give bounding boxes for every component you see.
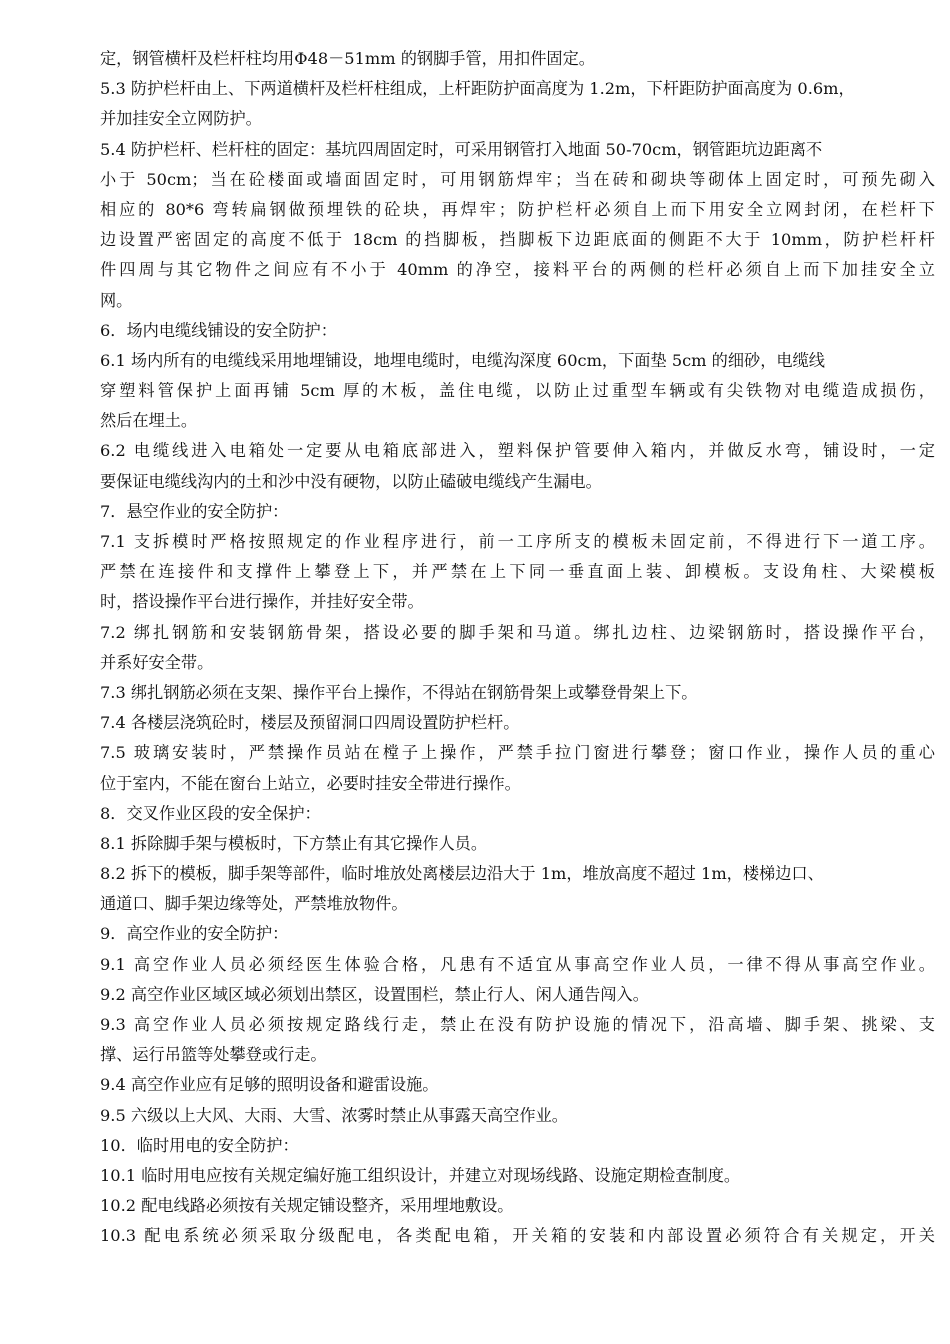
text-line: 10．临时用电的安全防护： — [100, 1135, 299, 1155]
text-line: 撑、运行吊篮等处攀登或行走。 — [100, 1045, 327, 1065]
text-line: 8．交叉作业区段的安全保护： — [100, 803, 321, 823]
text-line: 7.3 绑扎钢筋必须在支架、操作平台上操作，不得站在钢筋骨架上或攀登骨架上下。 — [100, 682, 698, 702]
text-line: 7.1 支拆模时严格按照规定的作业程序进行，前一工序所支的模板未固定前，不得进行下一道工序。 — [100, 532, 935, 551]
text-line: 8.1 拆除脚手架与模板时，下方禁止有其它操作人员。 — [100, 833, 488, 853]
text-line: 相应的 80*6 弯转扁钢做预埋铁的砼块，再焊牢；防护栏杆必须自上而下用安全立网封闭，在栏杆下 — [100, 199, 935, 219]
text-line: 严禁在连接件和支撑件上攀登上下，并严禁在上下同一垂直面上装、卸模板。支设角柱、大梁模板 — [100, 562, 935, 582]
text-line: 定，钢管横杆及栏杆柱均用Φ48－51mm 的钢脚手管，用扣件固定。 — [100, 49, 595, 68]
text-line: 然后在埋土。 — [100, 411, 198, 431]
text-line: 7．悬空作业的安全防护： — [100, 501, 289, 521]
text-line: 要保证电缆线沟内的土和沙中没有硬物，以防止磕破电缆线产生漏电。 — [100, 471, 602, 491]
text-line: 10.1 临时用电应按有关规定编好施工组织设计，并建立对现场线路、设施定期检查制度。 — [100, 1165, 741, 1185]
text-line: 6.2 电缆线进入电箱处一定要从电箱底部进入，塑料保护管要伸入箱内，并做反水弯，铺设时，一定 — [100, 441, 935, 461]
text-line: 时，搭设操作平台进行操作，并挂好安全带。 — [100, 592, 424, 612]
text-line: 9．高空作业的安全防护： — [100, 924, 289, 944]
text-line: 6．场内电缆线铺设的安全防护： — [100, 320, 337, 340]
text-line: 边设置严密固定的高度不低于 18cm 的挡脚板，挡脚板下边距底面的侧距不大于 10mm，防护栏杆杆 — [100, 230, 935, 250]
text-line: 9.4 高空作业应有足够的照明设备和避雷设施。 — [100, 1075, 439, 1095]
text-line: 位于室内，不能在窗台上站立，必要时挂安全带进行操作。 — [100, 773, 521, 793]
text-line: 10.3 配电系统必须采取分级配电，各类配电箱，开关箱的安装和内部设置必须符合有关规定，开关 — [100, 1226, 935, 1246]
text-line: 网。 — [100, 290, 133, 310]
text-line: 7.2 绑扎钢筋和安装钢筋骨架，搭设必要的脚手架和马道。绑扎边柱、边梁钢筋时，搭设操作平台， — [100, 622, 935, 642]
text-line: 6.1 场内所有的电缆线采用地埋铺设，地埋电缆时，电缆沟深度 60cm，下面垫 5cm 的细砂，电缆线 — [100, 350, 825, 370]
text-line: 9.5 六级以上大风、大雨、大雪、浓雾时禁止从事露天高空作业。 — [100, 1105, 568, 1125]
text-line: 7.5 玻璃安装时，严禁操作员站在樘子上操作，严禁手拉门窗进行攀登；窗口作业，操作人员的重心 — [100, 743, 935, 763]
text-line: 穿塑料管保护上面再铺 5cm 厚的木板，盖住电缆，以防止过重型车辆或有尖铁物对电缆造成损伤， — [100, 381, 935, 401]
text-line: 9.1 高空作业人员必须经医生体验合格，凡患有不适宜从事高空作业人员，一律不得从事高空作业。 — [100, 954, 935, 974]
text-line: 5.4 防护栏杆、栏杆柱的固定：基坑四周固定时，可采用钢管打入地面 50-70cm，钢管距坑边距离不 — [100, 139, 823, 159]
text-line: 并系好安全带。 — [100, 652, 214, 672]
text-line: 10.2 配电线路必须按有关规定铺设整齐，采用埋地敷设。 — [100, 1196, 514, 1216]
text-line: 9.2 高空作业区域区域必须划出禁区，设置围栏，禁止行人、闲人通告闯入。 — [100, 984, 649, 1004]
text-line: 件四周与其它物件之间应有不小于 40mm 的净空，接料平台的两侧的栏杆必须自上而下加挂安全立 — [100, 260, 935, 280]
text-line: 5.3 防护栏杆由上、下两道横杆及栏杆柱组成，上杆距防护面高度为 1.2m，下杆距防护面高度为 0.6m， — [100, 79, 855, 99]
text-line: 7.4 各楼层浇筑砼时，楼层及预留洞口四周设置防护栏杆。 — [100, 713, 520, 733]
text-line: 并加挂安全立网防护。 — [100, 109, 262, 129]
text-line: 小于 50cm；当在砼楼面或墙面固定时，可用钢筋焊牢；当在砖和砌块等砌体上固定时，可预先砌入 — [100, 169, 935, 189]
document-body — [100, 44, 935, 1252]
text-line: 通道口、脚手架边缘等处，严禁堆放物件。 — [100, 894, 408, 914]
text-line: 9.3 高空作业人员必须按规定路线行走，禁止在没有防护设施的情况下，沿高墙、脚手架、挑梁、支 — [100, 1015, 935, 1034]
text-line: 8.2 拆下的模板，脚手架等部件，临时堆放处离楼层边沿大于 1m，堆放高度不超过 1m，楼梯边口、 — [100, 864, 824, 884]
